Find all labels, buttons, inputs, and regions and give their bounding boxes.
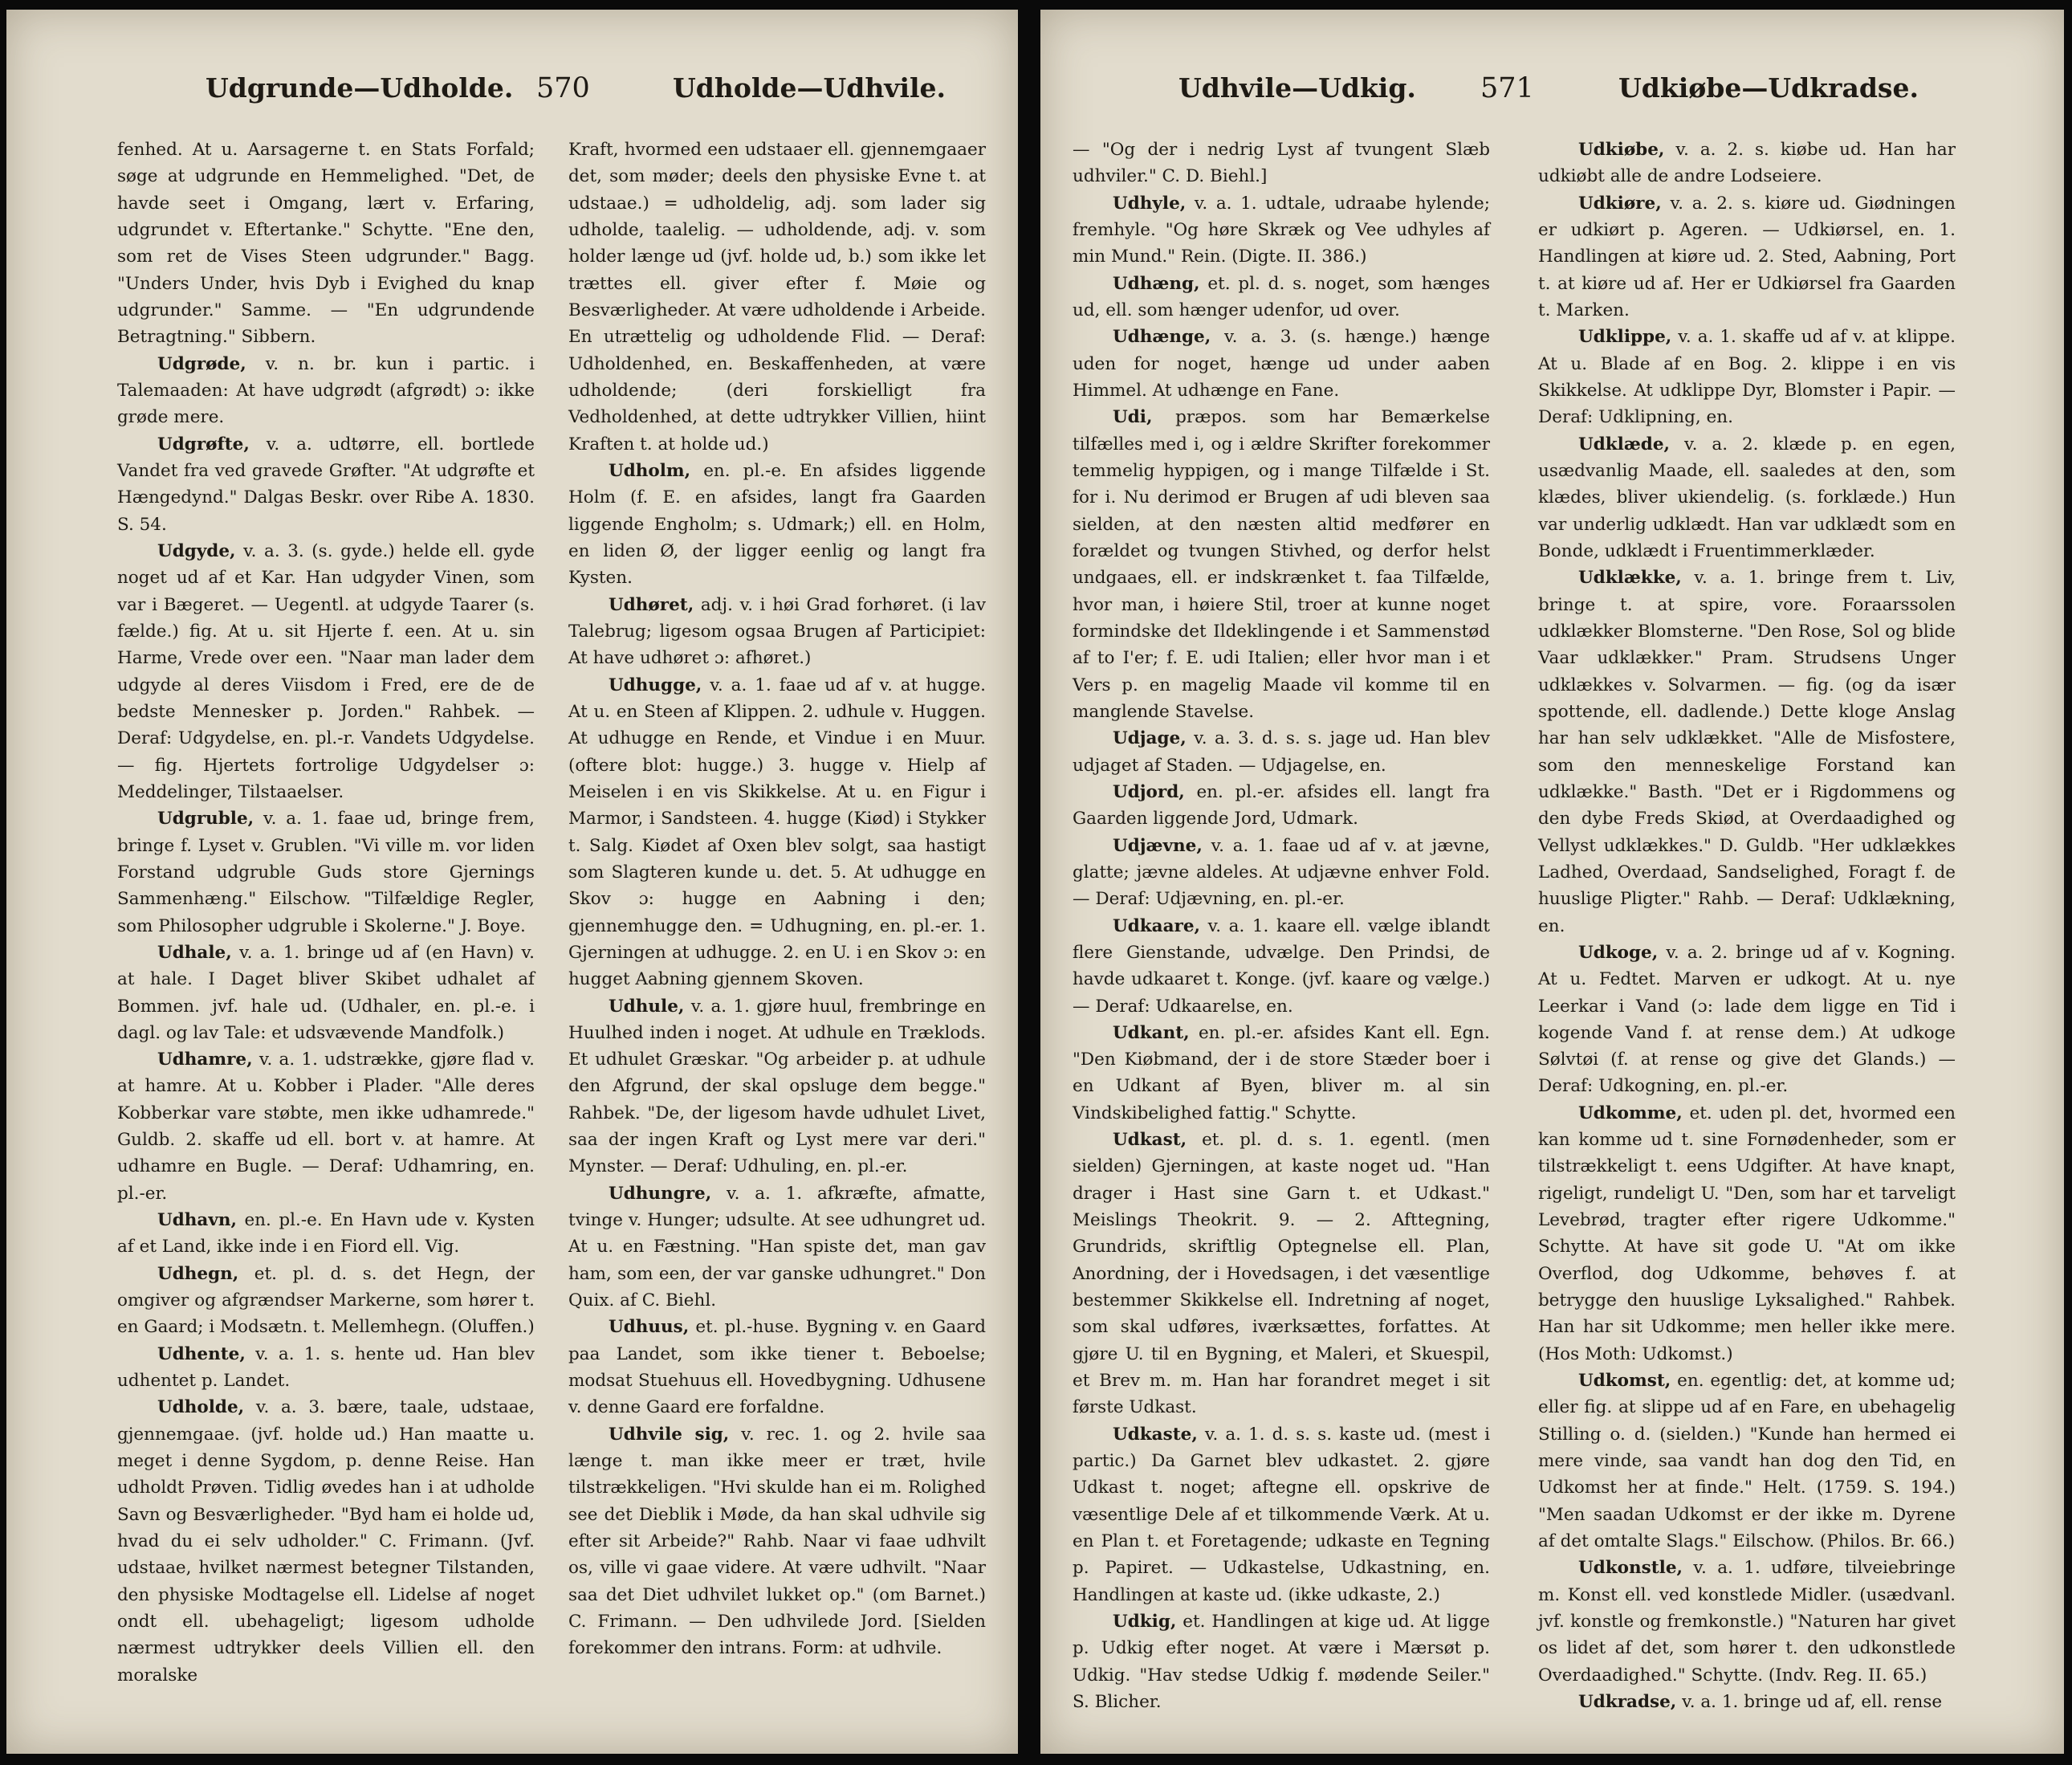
entry-text: v. a. 1. skaffe ud af v. at klippe. At u. Blade af en Bog. 2. klippe i en vis Skikkelse. At udklippe Dyr, Blomster i Papir. — Deraf: Udklipning, en. (1538, 327, 1956, 428)
dictionary-entry (1073, 913, 1490, 1020)
entry-headword: Udhvile sig, (609, 1424, 730, 1445)
entry-headword: Udjage, (1113, 728, 1187, 749)
entry-text: et. pl.-huse. Bygning v. en Gaard paa Landet, som ikke tiener t. Beboelse; modsat Stuehuus ell. Hovedbygning. Udhusene v. denne Gaard ere forfaldne. (568, 1317, 986, 1418)
entry-headword: Udhøret, (609, 594, 694, 615)
entry-text: v. a. 1. udtale, udraabe hylende; fremhyle. "Og høre Skræk og Vee udhyles af min Mund." Rein. (Digte. II. 386.) (1073, 193, 1490, 267)
entry-headword: Udhale, (157, 942, 232, 963)
entry-text: en. pl.-er. afsides ell. langt fra Gaarden liggende Jord, Udmark. (1073, 781, 1490, 830)
header-guideword-last: Udholde—Udhvile. (673, 72, 946, 104)
entry-text: v. n. br. kun i partic. i Talemaaden: At have udgrødt (afgrødt) ɔ: ikke grøde mere. (117, 353, 535, 428)
entry-text: et. pl. d. s. 1. egentl. (men sielden) Gjerningen, at kaste noget ud. "Han drager i Hast sine Garn t. et Udkast." Meislings Theokrit. 9. — 2. Afttegning, Grundrids, skriftlig Optegnelse ell. Plan, Anordning, der i Hovedsagen, i det væsentlige bestemmer Skikkelse ell. Indretning af noget, som skal udføres, iværksættes, forfattes. At gjøre U. til en Bygning, et Maleri, et Skuespil, et Brev m. m. Han har forandret meget i sit første Udkast. (1073, 1130, 1490, 1418)
entry-text: v. a. 3. bære, taale, udstaae, gjennemgaae. (jvf. holde ud.) Han maatte u. meget i denne Sygdom, p. denne Reise. Han udholdt Prøven. Tidlig øvedes han i at udholde Savn og Besværligheder. "Byd ham ei holde ud, hvad du ei selv udholder." C. Frimann. (Jvf. udstaae, hvilket nærmest betegner Tilstanden, den physiske Modtagelse ell. Lidelse af noget ondt ell. ubehageligt; ligesom udholde nærmest udtrykker deels Villien ell. den moralske (117, 1397, 535, 1686)
dictionary-entry (117, 940, 535, 1046)
dictionary-entry (1073, 1608, 1490, 1715)
header-guideword-last: Udkiøbe—Udkradse. (1618, 72, 1919, 104)
dictionary-entry (117, 805, 535, 940)
dictionary-entry (1073, 271, 1490, 324)
right-page (1040, 10, 2064, 1754)
dictionary-entry (1538, 1555, 1956, 1689)
dictionary-entry (568, 592, 986, 672)
entry-text: v. a. 1. s. hente ud. Han blev udhentet p. Landet. (117, 1343, 535, 1392)
entry-text: v. a. 1. faae ud af v. at hugge. At u. en Steen af Klippen. 2. udhule v. Huggen. At udhugge en Rende, et Vindue i en Muur. (oftere blot: hugge.) 3. hugge v. Hielp af Meiselen i en vis Skikkelse. At u. en Figur i Marmor, i Sandsteen. 4. hugge (Kiød) i Stykker t. Salg. Kiødet af Oxen blev solgt, saa hastigt som Slagteren kunde u. det. 5. At udhugge en Skov ɔ: hugge en Aabning i den; gjennemhugge den. = Udhugning, en. pl.-er. 1. Gjerningen at udhugge. 2. en U. i en Skov ɔ: en hugget Aabning gjennem Skoven. (568, 675, 986, 990)
dictionary-entry (1538, 940, 1956, 1100)
entry-text: v. a. 3. (s. hænge.) hænge uden for noget, hænge ud under aaben Himmel. At udhænge en Fane. (1073, 327, 1490, 401)
entry-headword: Udkaare, (1113, 915, 1201, 936)
dictionary-entry (117, 1046, 535, 1207)
dictionary-entry (1538, 324, 1956, 430)
dictionary-entry (117, 137, 535, 351)
dictionary-entry (1073, 404, 1490, 725)
entry-headword: Udgruble, (157, 809, 254, 830)
dictionary-entry (1073, 725, 1490, 779)
entry-headword: Udkast, (1113, 1130, 1187, 1151)
entry-text: v. a. 3. d. s. s. jage ud. Han blev udjaget af Staden. — Udjagelse, en. (1073, 728, 1490, 776)
dictionary-entry (568, 1421, 986, 1662)
dictionary-entry (568, 672, 986, 993)
entry-headword: Udholm, (609, 460, 691, 481)
dictionary-entry (1073, 137, 1490, 190)
dictionary-entry (1073, 324, 1490, 404)
dictionary-entry (117, 1341, 535, 1395)
dictionary-entry (117, 431, 535, 538)
entry-text: — "Og der i nedrig Lyst af tvungent Slæb udhviler." C. D. Biehl.] (1073, 140, 1490, 187)
entry-headword: Udkoge, (1578, 942, 1659, 963)
dictionary-entry (568, 1180, 986, 1315)
dictionary-entry (117, 538, 535, 805)
dictionary-entry (1538, 1100, 1956, 1368)
dictionary-entry (568, 458, 986, 592)
page-number: 571 (1480, 72, 1534, 104)
dictionary-entry (1073, 779, 1490, 833)
entry-headword: Udkradse, (1578, 1692, 1677, 1713)
entry-headword: Udhæng, (1113, 273, 1200, 294)
entry-headword: Udklæde, (1578, 434, 1671, 454)
dictionary-entry (1073, 190, 1490, 271)
entry-headword: Udhugge, (609, 675, 702, 695)
entry-headword: Udjævne, (1113, 835, 1203, 856)
dictionary-entry (568, 1314, 986, 1421)
dictionary-entry (117, 1261, 535, 1341)
right-page-header (1040, 72, 2064, 120)
entry-headword: Udhungre, (609, 1183, 712, 1204)
entry-text: v. a. 1. bringe ud af, ell. rense (1682, 1692, 1943, 1713)
entry-text: adj. v. i høi Grad forhøret. (i lav Talebrug; ligesom ogsaa Brugen af Participiet: At have udhøret ɔ: afhøret.) (568, 594, 986, 669)
dictionary-entry (1073, 833, 1490, 913)
entry-text: v. a. 1. udføre, tilveiebringe m. Konst ell. ved konstlede Midler. (usædvanl. jvf. konstle og fremkonstle.) "Naturen har givet os lidet af det, som hører t. den udkonstlede Overdaadighed." Schytte. (Indv. Reg. II. 65.) (1538, 1558, 1956, 1686)
entry-headword: Udhamre, (157, 1050, 253, 1070)
dictionary-entry (1538, 565, 1956, 940)
entry-headword: Udklække, (1578, 568, 1682, 589)
dictionary-entry (1073, 1020, 1490, 1127)
entry-headword: Udkomst, (1578, 1371, 1671, 1392)
entry-text: præpos. som har Bemærkelse tilfælles med i, og i ældre Skrifter forekommer temmelig hyppigen, og i mange Tilfælde i St. for i. Nu derimod er Brugen af udi bleven saa sielden, at den næsten altid medfører en forældet og tvungen Stivhed, og derfor helst undgaaes, ell. er indskrænket t. faa Tilfælde, hvor man, i høiere Stil, troer at kunne noget formindske det Ildeklingende i et Sammenstød af to I'er; f. E. udi Italien; eller hvor man i et Vers p. en magelig Maade vil komme til en manglende Stavelse. (1073, 407, 1490, 722)
left-page (6, 10, 1018, 1754)
entry-text: v. a. 1. d. s. s. kaste ud. (mest i partic.) Da Garnet blev udkastet. 2. gjøre Udkast t. noget; aftegne ell. opskrive de væsentlige Dele af et tilkommende Værk. At u. en Plan t. et Foretagende; udkaste en Tegning p. Papiret. — Udkastelse, Udkastning, en. Handlingen at kaste ud. (ikke udkaste, 2.) (1073, 1424, 1491, 1605)
dictionary-entry (1073, 1127, 1490, 1421)
entry-text: v. a. 1. kaare ell. vælge iblandt flere Gienstande, udvælge. Den Prindsi, de havde udkaaret t. Konge. (jvf. kaare og vælge.) — Deraf: Udkaarelse, en. (1073, 915, 1490, 1017)
entry-headword: Udi, (1113, 407, 1153, 428)
entry-headword: Udhænge, (1113, 327, 1211, 348)
entry-text: Kraft, hvormed een udstaaer ell. gjennemgaaer det, som møder; deels den physiske Evne t. at udstaae.) = udholdelig, adj. som lader sig udholde, taalelig. — udholdende, adj. v. som holder længe ud (jvf. holde ud, b.) som ikke let trættes ell. giver efter f. Møie og Besværligheder. At være udholdende i Arbeide. En utrættelig og udholdende Flid. — Deraf: Udholdenhed, en. Beskaffenheden, at være udholdende; (deri forskielligt fra Vedholdenhed, at dette udtrykker Villien, hiint Kraften t. at holde ud.) (568, 140, 986, 454)
entry-headword: Udgrøfte, (157, 434, 250, 454)
entry-text: v. a. 1. faae ud af v. at jævne, glatte; jævne aldeles. At udjævne enhver Fold. — Deraf: Udjævning, en. pl.-er. (1073, 835, 1490, 910)
entry-headword: Udkomme, (1578, 1103, 1683, 1123)
dictionary-entry (1538, 137, 1956, 190)
entry-text: et. Handlingen at kige ud. At ligge p. Udkig efter noget. At være i Mærsøt p. Udkig. "Hav stedse Udkig f. mødende Seiler." S. Blicher. (1073, 1612, 1490, 1713)
page-number: 570 (536, 72, 590, 104)
entry-text: et. uden pl. det, hvormed een kan komme ud t. sine Fornødenheder, som er tilstrækkeligt t. eens Udgifter. At have knapt, rigeligt, rundeligt U. "Den, som har et tarveligt Levebrød, tragter efter rigere Udkomme." Schytte. At have sit gode U. "At om ikke Overflod, dog Udkomme, behøves f. at betrygge den huuslige Lyksalighed." Rahbek. Han har sit Udkomme; men heller ikke mere. (Hos Moth: Udkomst.) (1538, 1103, 1956, 1364)
right-page-column-1 (1073, 137, 1490, 1715)
entry-headword: Udholde, (157, 1397, 245, 1418)
dictionary-entry (1538, 431, 1956, 565)
entry-headword: Udkonstle, (1578, 1558, 1683, 1579)
right-page-column-2 (1538, 137, 1956, 1715)
entry-text: v. a. 1. bringe ud af (en Havn) v. at hale. I Daget bliver Skibet udhalet af Bommen. jvf. hale ud. (Udhaler, en. pl.-e. i dagl. og lav Tale: et udsvævende Mandfolk.) (117, 942, 535, 1043)
dictionary-entry (1538, 190, 1956, 324)
dictionary-entry (1073, 1421, 1490, 1608)
entry-headword: Udgyde, (157, 540, 236, 561)
entry-text: en. pl.-e. En Havn ude v. Kysten af et Land, ikke inde i en Fiord ell. Vig. (117, 1210, 535, 1258)
entry-headword: Udhavn, (157, 1210, 237, 1231)
entry-text: v. a. 1. gjøre huul, frembringe en Huulhed inden i noget. At udhule en Træklods. Et udhulet Græskar. "Og arbeider p. at udhule den Afgrund, der skal opsluge dem begge." Rahbek. "De, der ligesom havde udhulet Livet, saa der ingen Kraft og Lyst mere var deri." Mynster. — Deraf: Udhuling, en. pl.-er. (568, 996, 986, 1177)
dictionary-entry (568, 137, 986, 458)
header-guideword-first: Udgrunde—Udholde. (206, 72, 514, 104)
entry-text: v. a. 2. klæde p. en egen, usædvanlig Maade, ell. saaledes at den, som klædes, bliver ukiendelig. (s. forklæde.) Hun var underlig udklædt. Han var udklædt som en Bonde, udklædt i Fruentimmerklæder. (1538, 434, 1956, 561)
entry-text: et. pl. d. s. noget, som hænges ud, ell. som hænger udenfor, ud over. (1073, 273, 1490, 320)
entry-text: v. a. 1. faae ud, bringe frem, bringe f. Lyset v. Grublen. "Vi ville m. vor liden Forstand udgruble Guds store Gjernings Sammenhæng." Eilschow. "Tilfældige Regler, som Philosopher udgruble i Skolerne." J. Boye. (117, 809, 535, 936)
dictionary-entry (117, 351, 535, 431)
entry-text: v. rec. 1. og 2. hvile saa længe t. man ikke meer er træt, hvile tilstrækkeligen. "Hvi skulde han ei m. Rolighed see det Dieblik i Møde, da han skal udhvile sig efter sit Arbeide?" Rahb. Naar vi faae udhvilt os, ville vi gaae videre. At være udhvilt. "Naar saa det Diet udhvilet lukket op." (om Barnet.) C. Frimann. — Den udhvilede Jord. [Sielden forekommer den intrans. Form: at udhvile. (568, 1424, 986, 1659)
dictionary-entry (568, 993, 986, 1180)
entry-text: v. a. 2. bringe ud af v. Kogning. At u. Fedtet. Marven er udkogt. At u. nye Leerkar i Vand (ɔ: lade dem ligge en Tid i kogende Vand f. at rense dem.) At udkoge Sølvtøi (f. at rense og give det Glands.) — Deraf: Udkogning, en. pl.-er. (1538, 942, 1956, 1097)
entry-text: et. pl. d. s. det Hegn, der omgiver og afgrændser Markerne, som hører t. en Gaard; i Modsætn. t. Mellemhegn. (Oluffen.) (117, 1263, 535, 1338)
dictionary-entry (1538, 1689, 1956, 1715)
entry-text: v. a. 2. s. kiøre ud. Giødningen er udkiørt p. Ageren. — Udkiørsel, en. 1. Handlingen at kiøre ud. 2. Sted, Aabning, Port t. at kiøre ud af. Her er Udkiørsel fra Gaarden t. Marken. (1538, 193, 1956, 320)
entry-headword: Udkiøre, (1578, 193, 1662, 214)
entry-text: v. a. 2. s. kiøbe ud. Han har udkiøbt alle de andre Lodseiere. (1538, 140, 1956, 187)
dictionary-entry (117, 1207, 535, 1261)
entry-headword: Udkig, (1113, 1612, 1177, 1633)
entry-headword: Udhente, (157, 1343, 246, 1364)
entry-headword: Udhyle, (1113, 193, 1187, 214)
entry-headword: Udjord, (1113, 781, 1185, 802)
header-guideword-first: Udhvile—Udkig. (1178, 72, 1416, 104)
left-page-column-1 (117, 137, 535, 1689)
entry-text: en. pl.-er. afsides Kant ell. Egn. "Den Kiøbmand, der i de store Stæder boer i en Udkant af Byen, bliver m. al sin Vindskibelighed fattig." Schytte. (1073, 1022, 1490, 1123)
left-page-column-2 (568, 137, 986, 1662)
entry-text: fenhed. At u. Aarsagerne t. en Stats Forfald; søge at udgrunde en Hemmelighed. "Det, de havde seet i Omgang, lært v. Erfaring, udgrundet v. Eftertanke." Schytte. "Ene den, som ret de Vises Steen udgrunder." Bagg. "Unders Under, hvis Dyb i Evighed du knap udgrunder." Samme. — "En udgrundende Betragtning." Sibbern. (117, 140, 535, 348)
entry-text: v. a. 3. (s. gyde.) helde ell. gyde noget ud af et Kar. Han udgyder Vinen, som var i Bægeret. — Uegentl. at udgyde Taarer (s. fælde.) fig. At u. sit Hjerte f. een. At u. sin Harme, Vrede over een. "Naar man lader dem udgyde al deres Viisdom i Fred, ere de de bedste Mennesker p. Jorden." Rahbek. — Deraf: Udgydelse, en. pl.-r. Vandets Udgydelse. — fig. Hjertets fortrolige Udgydelser ɔ: Meddelinger, Tilstaaelser. (117, 540, 535, 802)
entry-headword: Udkiøbe, (1578, 140, 1665, 160)
entry-headword: Udkant, (1113, 1022, 1190, 1043)
entry-headword: Udkaste, (1113, 1424, 1198, 1445)
entry-text: v. a. 1. afkræfte, afmatte, tvinge v. Hunger; udsulte. At see udhungret ud. At u. en Fæstning. "Han spiste det, man gav ham, som een, der var ganske udhungret." Don Quix. af C. Biehl. (568, 1183, 986, 1311)
entry-headword: Udgrøde, (157, 353, 246, 374)
dictionary-entry (1538, 1368, 1956, 1555)
left-page-header (6, 72, 1018, 120)
entry-headword: Udhule, (609, 996, 685, 1017)
entry-headword: Udhuus, (609, 1317, 690, 1338)
entry-text: en. egentlig: det, at komme ud; eller fig. at slippe ud af en Fare, en ubehagelig Stilling o. d. (sielden.) "Kunde han hermed ei mere vinde, saa vandt han dog den Tid, en Udkomst her at finde." Helt. (1759. S. 194.) "Men saadan Udkomst er der ikke m. Dyrene af det omtalte Slags." Eilschow. (Philos. Br. 66.) (1538, 1371, 1956, 1552)
entry-text: v. a. 1. bringe frem t. Liv, bringe t. at spire, vore. Foraarssolen udklækker Blomsterne. "Den Rose, Sol og blide Vaar udklækker." Pram. Strudsens Unger udklækkes v. Solvarmen. — fig. (og da især spottende, ell. dadlende.) Dette kloge Anslag har han selv udklækket. "Alle de Misfostere, som den menneskelige Forstand kan udklække." Basth. "Det er i Rigdommens og den dybe Freds Skiød, at Overdaadighed og Vellyst udklækkes." D. Guldb. "Her udklækkes Ladhed, Overdaad, Sandselighed, Foragt f. de huuslige Pligter." Rahb. — Deraf: Udklækning, en. (1538, 568, 1956, 936)
dictionary-entry (117, 1394, 535, 1689)
entry-text: v. a. udtørre, ell. bortlede Vandet fra ved gravede Grøfter. "At udgrøfte et Hængedynd." Dalgas Beskr. over Ribe A. 1830. S. 54. (117, 434, 535, 535)
entry-text: en. pl.-e. En afsides liggende Holm (f. E. en afsides, langt fra Gaarden liggende Engholm; s. Udmark;) ell. en Holm, en liden Ø, der ligger eenlig og langt fra Kysten. (568, 460, 986, 589)
entry-headword: Udklippe, (1578, 327, 1672, 348)
entry-headword: Udhegn, (157, 1263, 239, 1284)
entry-text: v. a. 1. udstrække, gjøre flad v. at hamre. At u. Kobber i Plader. "Alle deres Kobberkar vare støbte, men ikke udhamrede." Guldb. 2. skaffe ud ell. bort v. at hamre. At udhamre en Bugle. — Deraf: Udhamring, en. pl.-er. (117, 1050, 535, 1204)
